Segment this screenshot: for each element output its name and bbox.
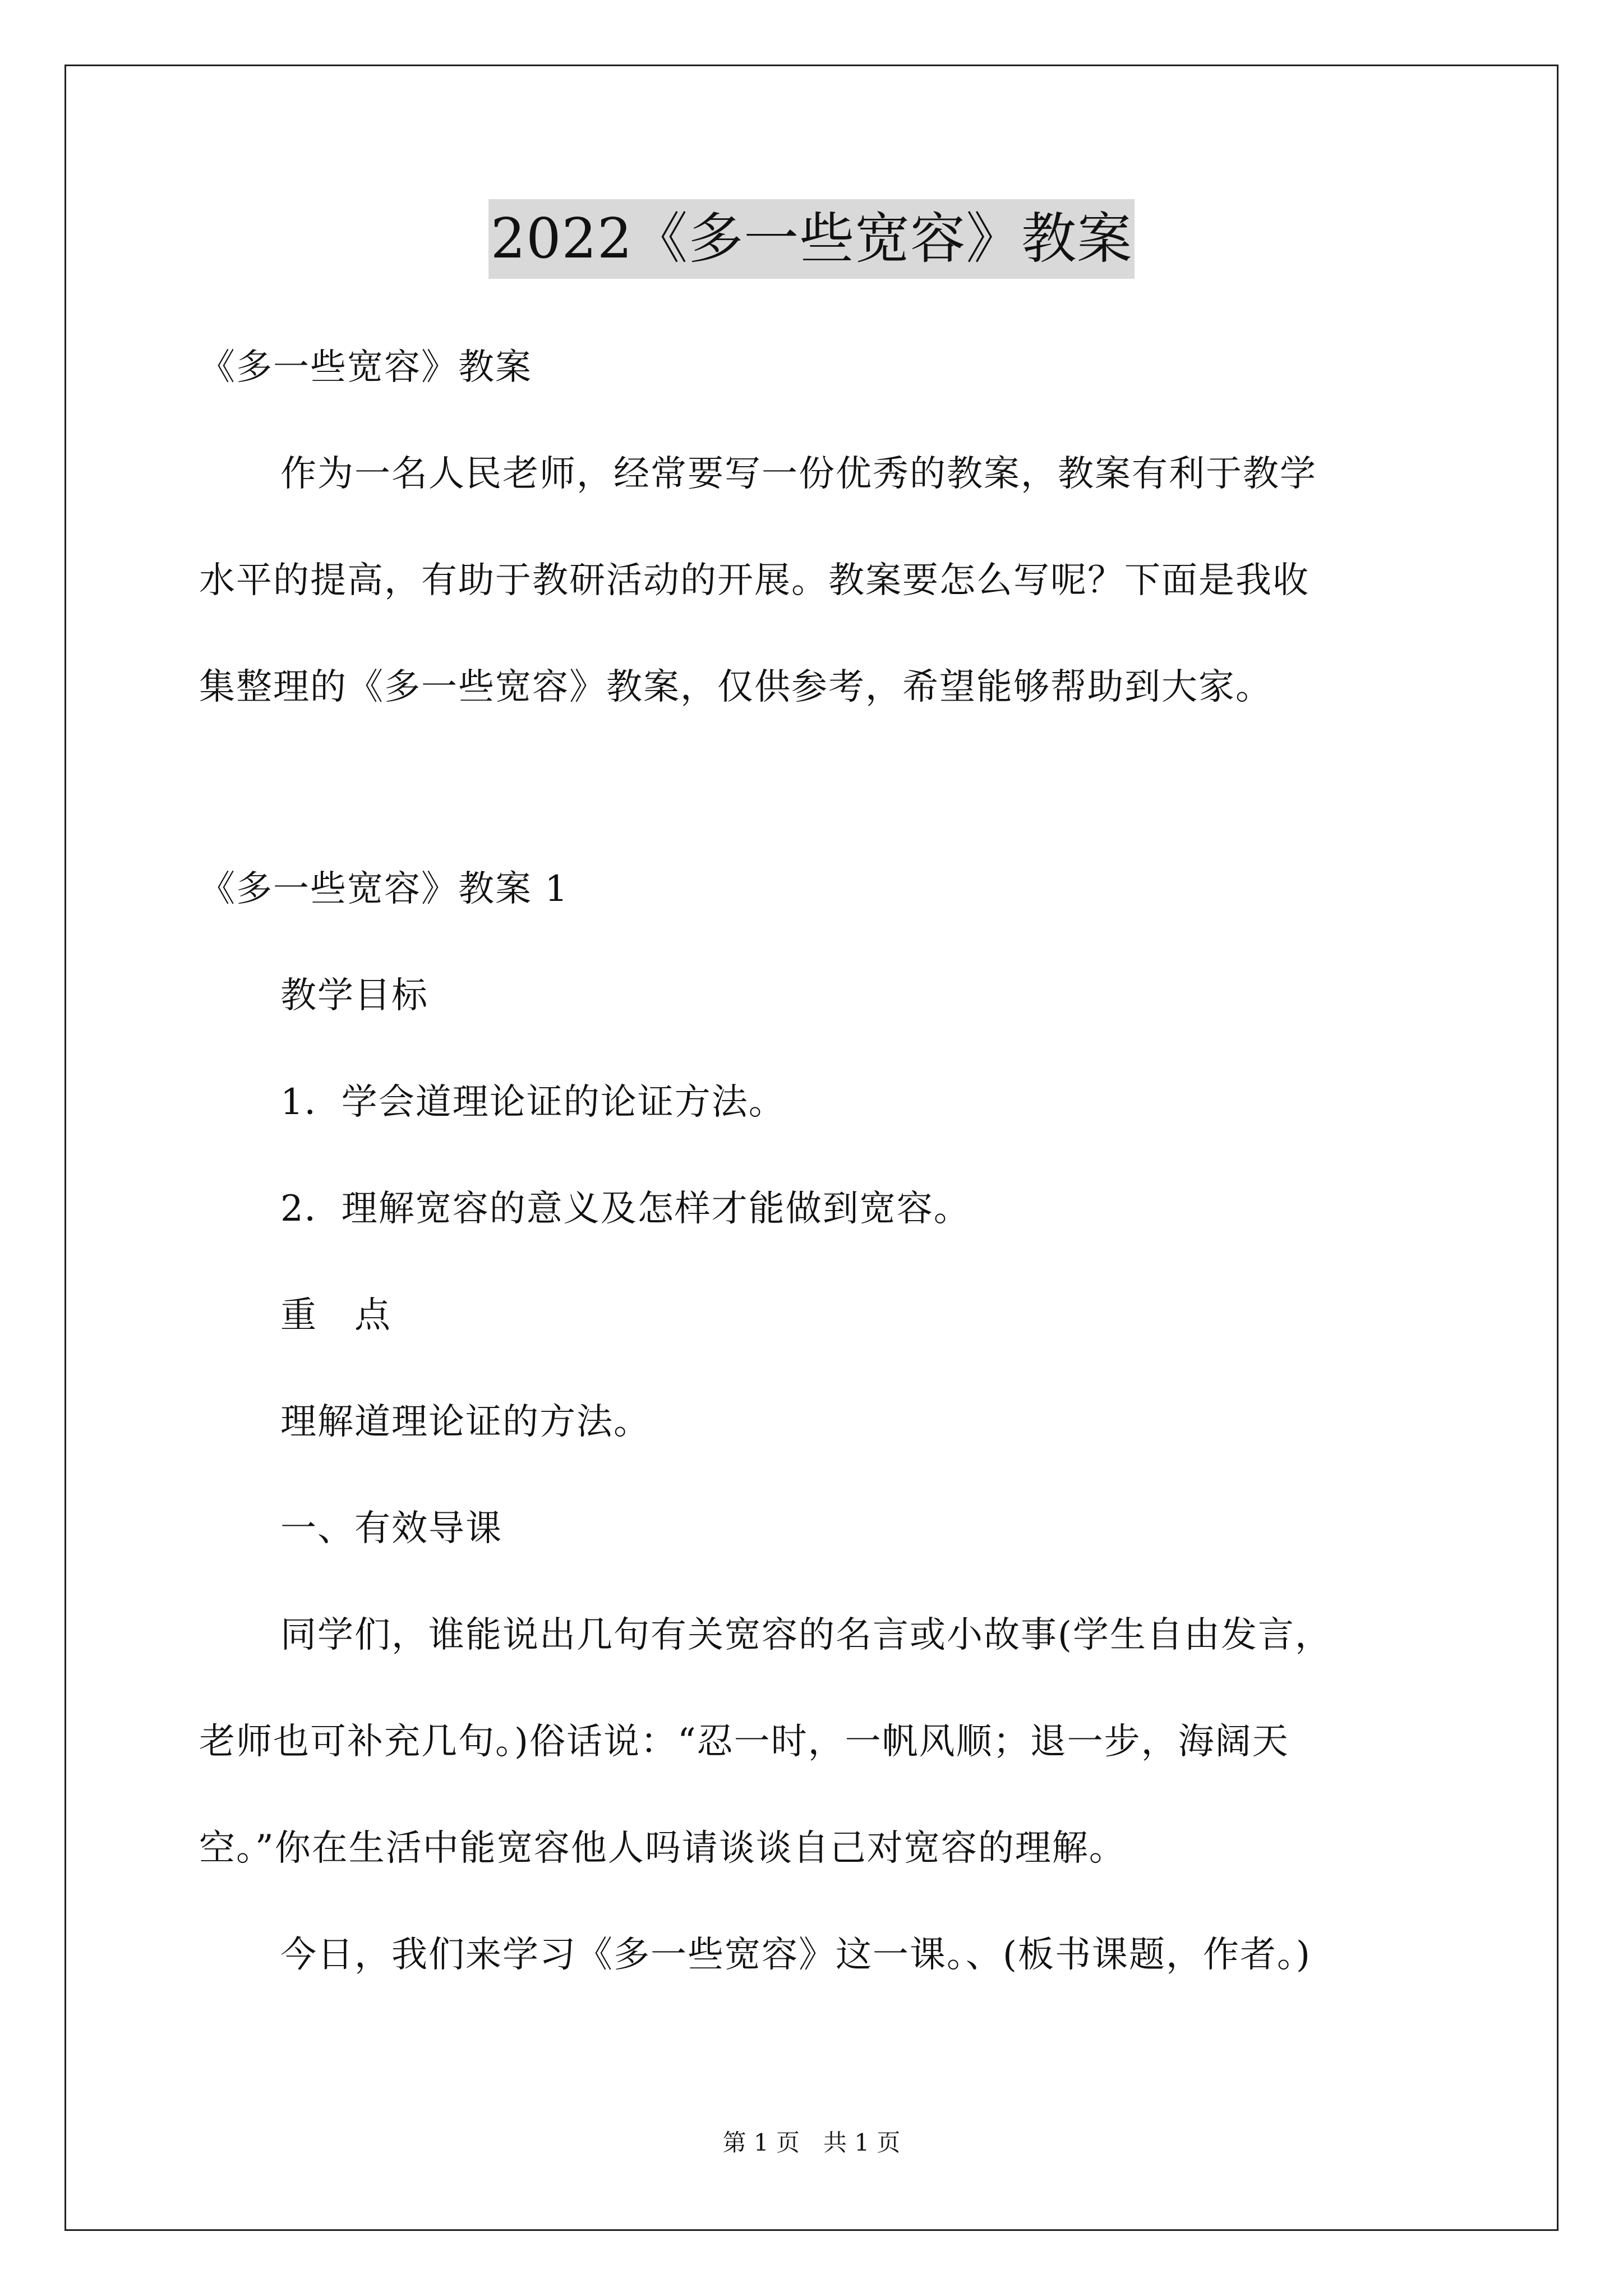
intro-paragraph-line: 作为一名人民老师，经常要写一份优秀的教案，教案有利于教学 xyxy=(280,453,1317,495)
step-closing-line: 今日，我们来学习《多一些宽容》这一课。、(板书课题，作者。) xyxy=(280,1934,1311,1976)
intro-paragraph-line: 水平的提高，有助于教研活动的开展。教案要怎么写呢？下面是我收 xyxy=(199,560,1310,601)
step-paragraph-line: 同学们，谁能说出几句有关宽容的名言或小故事(学生自由发言， xyxy=(280,1614,1332,1656)
key-point-heading: 重 点 xyxy=(280,1295,391,1336)
objective-item: 2．理解宽容的意义及怎样才能做到宽容。 xyxy=(280,1188,971,1230)
intro-paragraph-line: 集整理的《多一些宽容》教案，仅供参考，希望能够帮助到大家。 xyxy=(199,666,1272,708)
step-heading: 一、有效导课 xyxy=(280,1508,502,1549)
title-container xyxy=(0,199,1623,279)
key-point-text: 理解道理论证的方法。 xyxy=(280,1401,651,1443)
document-subtitle: 《多一些宽容》教案 xyxy=(199,347,532,388)
step-paragraph-line: 老师也可补充几句。)俗话说：“忍一时，一帆风顺；退一步，海阔天 xyxy=(199,1721,1289,1763)
document-title: 2022《多一些宽容》教案 xyxy=(488,199,1135,279)
objective-item: 1．学会道理论证的论证方法。 xyxy=(280,1082,786,1123)
objectives-heading: 教学目标 xyxy=(280,975,428,1016)
section-title: 《多一些宽容》教案 1 xyxy=(199,868,569,910)
page-footer: 第 1 页 共 1 页 xyxy=(722,2129,901,2156)
step-paragraph-line: 空。”你在生活中能宽容他人吗请谈谈自己对宽容的理解。 xyxy=(199,1828,1126,1869)
